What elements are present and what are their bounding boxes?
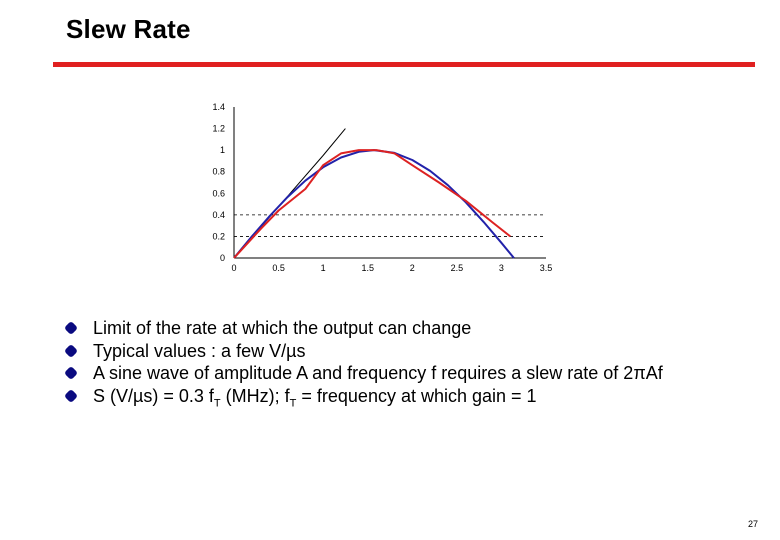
series-line xyxy=(234,150,514,258)
subscript-t: T xyxy=(289,397,297,410)
page-number: 27 xyxy=(748,519,759,529)
x-tick-label: 0 xyxy=(231,263,237,273)
list-item xyxy=(66,317,756,340)
x-tick-label: 1.5 xyxy=(361,263,374,273)
y-tick-label: 0.6 xyxy=(212,188,225,199)
list-item xyxy=(66,385,756,415)
list-item xyxy=(66,362,756,385)
bullet-text-formula xyxy=(93,385,537,410)
diamond-bullet-icon xyxy=(64,388,78,402)
x-tick-label: 0.5 xyxy=(272,263,285,273)
y-tick-label: 0.4 xyxy=(212,209,225,220)
formula-part: = frequency at which gain = 1 xyxy=(296,385,537,406)
bullet-text: Typical values : a few V/µs xyxy=(93,340,306,361)
x-tick-label: 3 xyxy=(498,263,504,273)
y-tick-label: 1 xyxy=(219,145,225,156)
y-tick-label: 0.8 xyxy=(212,166,225,177)
y-tick-label: 1.2 xyxy=(212,123,225,134)
formula-part: (MHz); f xyxy=(220,385,290,406)
x-tick-label: 3.5 xyxy=(539,263,553,273)
diamond-bullet-icon xyxy=(64,321,78,335)
bullet-text: Limit of the rate at which the output can change xyxy=(93,318,472,338)
series-line xyxy=(234,150,510,258)
bullet-list xyxy=(66,317,756,415)
diamond-bullet-icon xyxy=(64,343,78,357)
y-tick-label: 1.4 xyxy=(212,102,225,112)
x-tick-label: 1 xyxy=(320,263,326,273)
y-tick-label: 0.2 xyxy=(212,231,225,242)
y-tick-label: 0 xyxy=(219,253,225,263)
title-underline xyxy=(53,62,755,67)
slide-title: Slew Rate xyxy=(66,14,191,44)
formula-part: S (V/µs) = 0.3 f xyxy=(93,385,214,406)
x-tick-label: 2 xyxy=(409,263,415,273)
bullet-text: A sine wave of amplitude A and frequency f requires a slew rate of 2πAf xyxy=(93,363,663,383)
diamond-bullet-icon xyxy=(64,366,78,380)
list-item xyxy=(66,340,756,363)
subscript-t: T xyxy=(213,397,221,410)
x-tick-label: 2.5 xyxy=(450,263,464,273)
slew-rate-chart xyxy=(200,95,570,280)
